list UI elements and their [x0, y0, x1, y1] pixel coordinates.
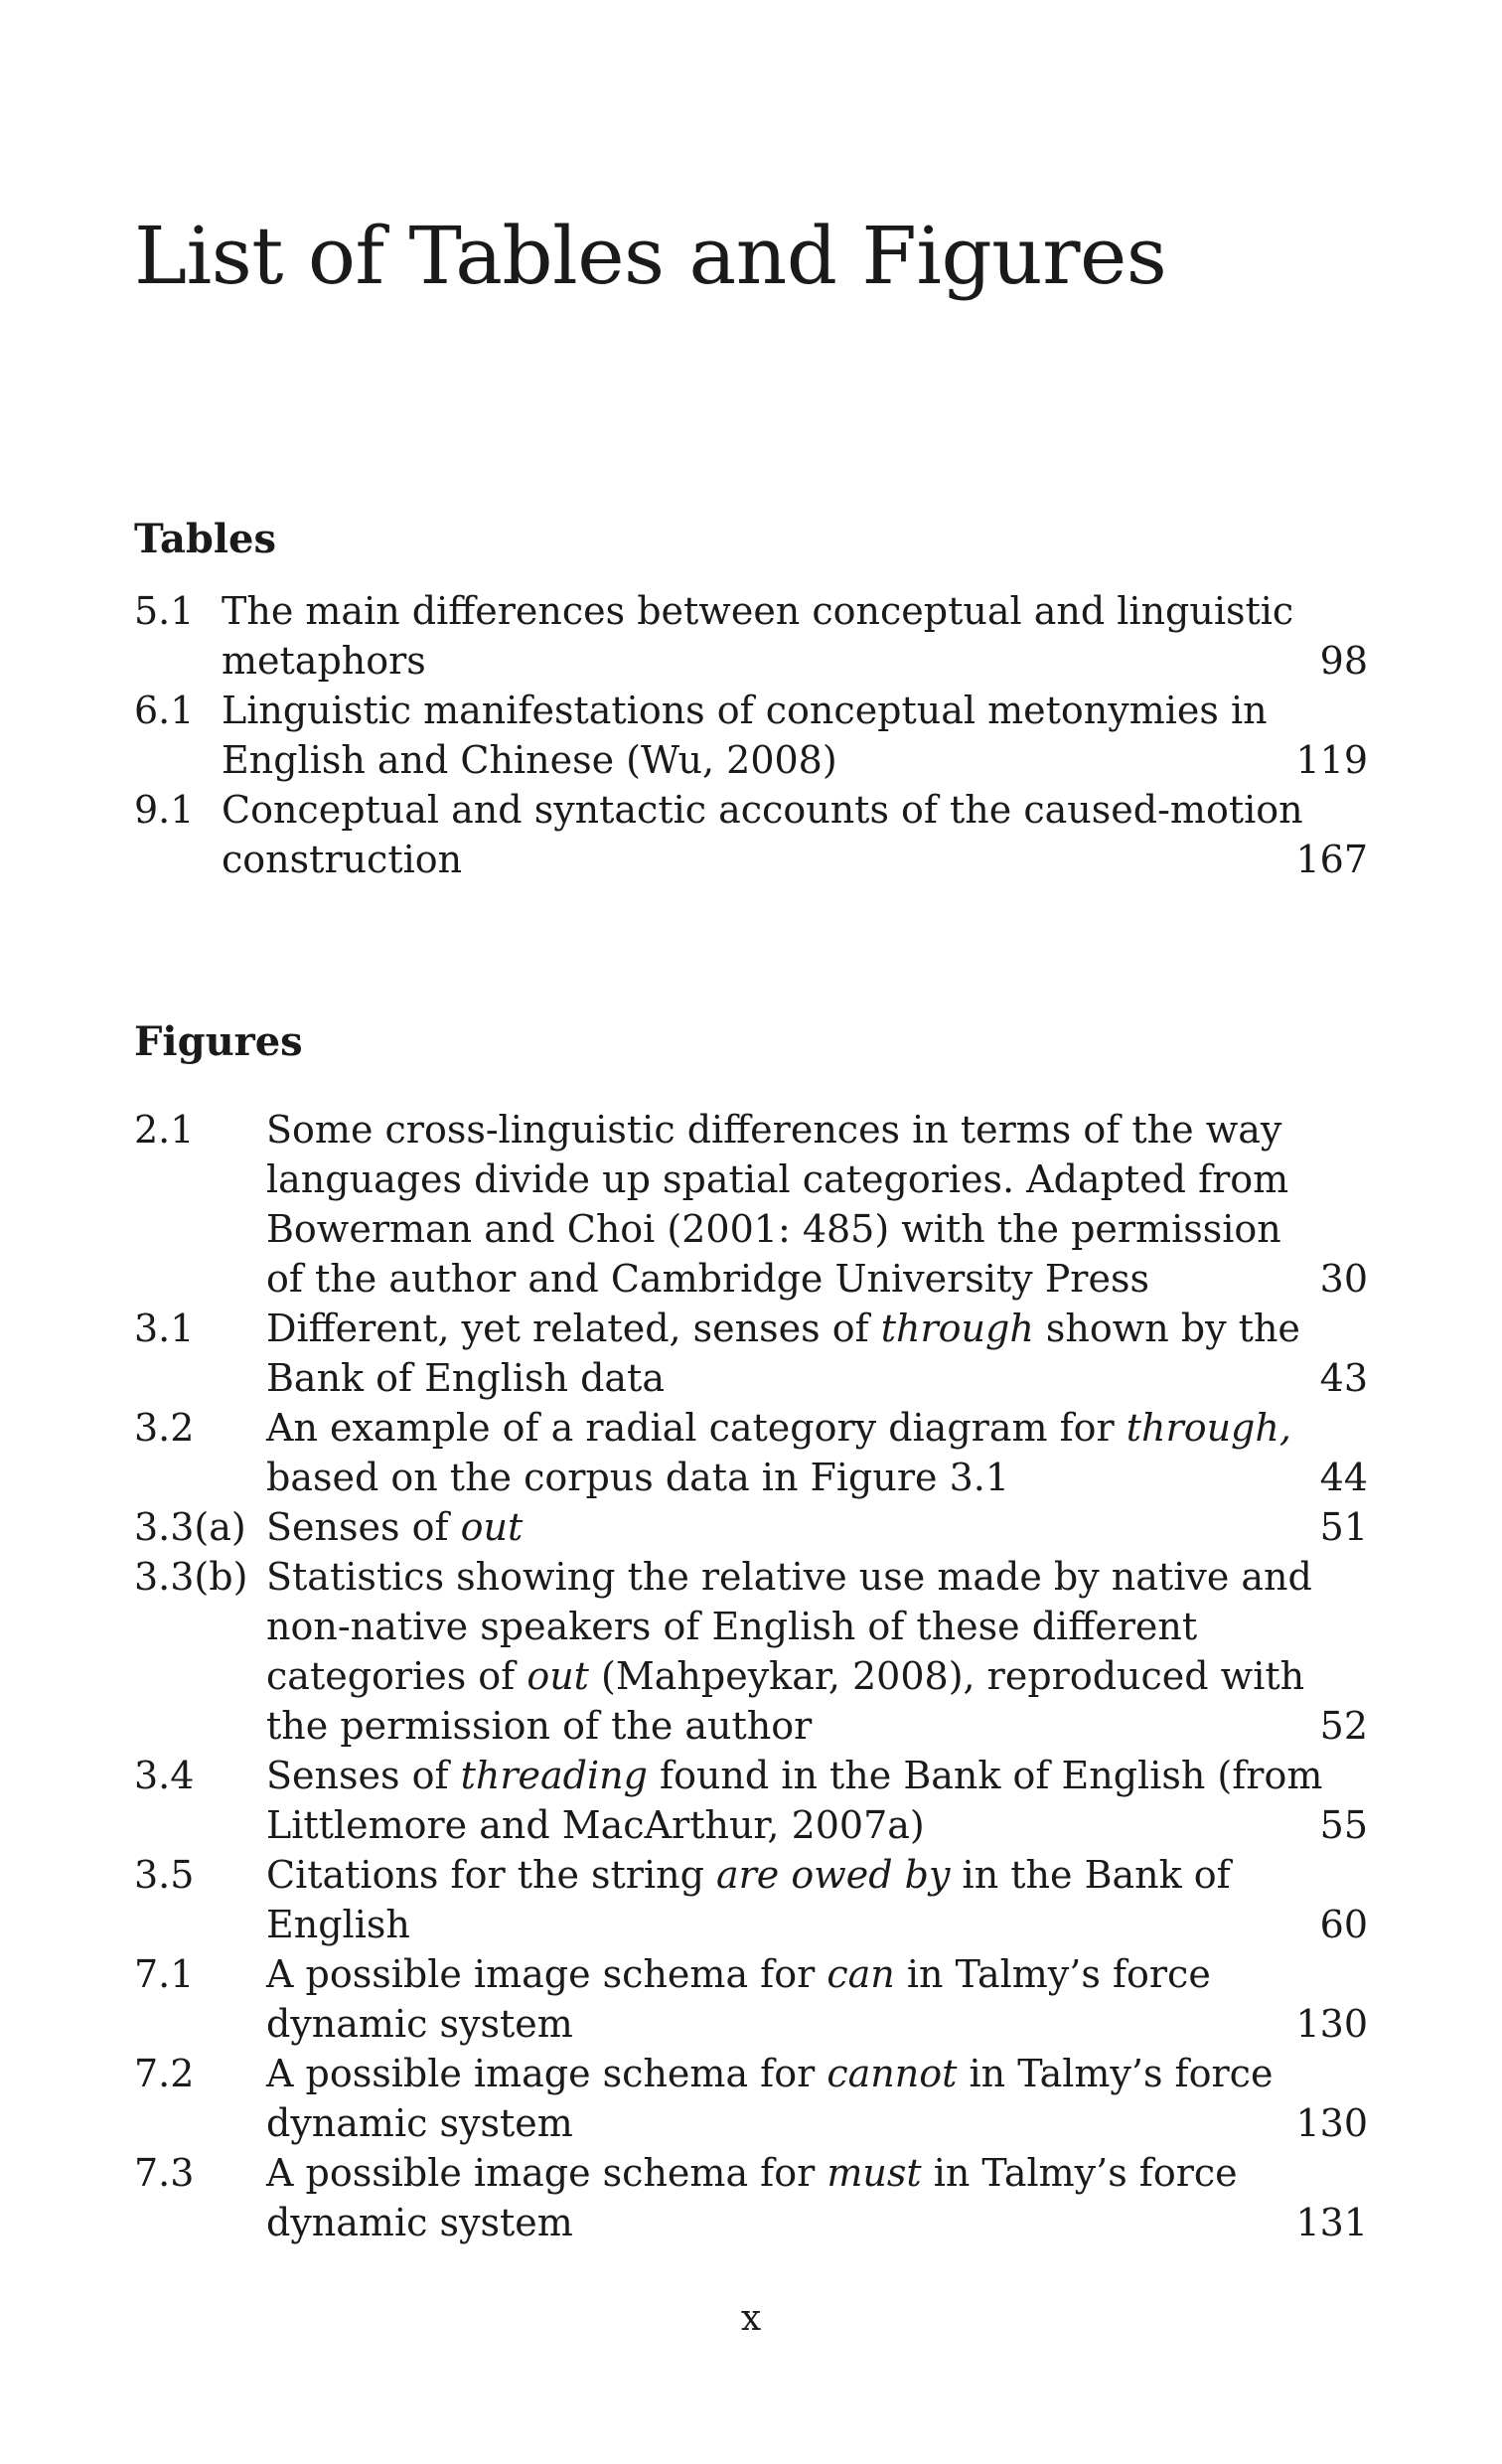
table-entry-9-1[interactable] [134, 785, 1368, 884]
entry-page-number: 43 [1319, 1356, 1368, 1400]
page-folio: x [740, 2298, 762, 2339]
figures-list [134, 1105, 1368, 2247]
figure-entry-3-3a[interactable] [134, 1502, 1368, 1552]
figure-entry-7-2[interactable] [134, 2049, 1368, 2148]
entry-page-number: 130 [1295, 2101, 1368, 2145]
entry-number: 3.3(a) [134, 1505, 246, 1549]
entry-page-number: 52 [1319, 1704, 1368, 1748]
entry-caption: Senses of threading found in the Bank of English (from Littlemore and MacArthur, 2007a) [266, 1754, 1323, 1847]
entry-page-number: 55 [1319, 1803, 1368, 1847]
figure-entry-7-3[interactable] [134, 2148, 1368, 2247]
entry-number: 7.2 [134, 2052, 195, 2095]
entry-number: 6.1 [134, 689, 195, 732]
entry-caption: An example of a radial category diagram for through, based on the corpus data in Figure 3.1 [266, 1406, 1291, 1499]
entry-number: 3.5 [134, 1853, 195, 1897]
entry-page-number: 167 [1295, 838, 1368, 881]
entry-caption: Citations for the string are owed by in the Bank of English [266, 1853, 1231, 1946]
entry-page-number: 30 [1319, 1257, 1368, 1301]
entry-number: 3.2 [134, 1406, 195, 1450]
entry-caption: Linguistic manifestations of conceptual metonymies in English and Chinese (Wu, 2008) [222, 689, 1268, 782]
entry-page-number: 119 [1295, 738, 1368, 782]
entry-caption: A possible image schema for cannot in Talmy’s force dynamic system [266, 2052, 1274, 2145]
entry-caption: A possible image schema for must in Talmy’s force dynamic system [266, 2151, 1238, 2244]
entry-caption: Statistics showing the relative use made by native and non-native speakers of English of these different categories of out (Mahpeykar, 2008), reproduced with the permission of the author [266, 1555, 1312, 1748]
entry-number: 7.1 [134, 1952, 195, 1996]
entry-number: 9.1 [134, 788, 195, 832]
figure-entry-7-1[interactable] [134, 1949, 1368, 2049]
entry-page-number: 130 [1295, 2002, 1368, 2046]
entry-number: 3.1 [134, 1307, 195, 1350]
entry-caption: The main differences between conceptual and linguistic metaphors [222, 589, 1294, 683]
entry-number: 7.3 [134, 2151, 195, 2195]
entry-number: 3.3(b) [134, 1555, 248, 1599]
entry-page-number: 60 [1319, 1903, 1368, 1946]
entry-number: 2.1 [134, 1108, 195, 1152]
tables-list [134, 586, 1368, 884]
table-entry-6-1[interactable] [134, 686, 1368, 785]
entry-caption: Different, yet related, senses of through shown by the Bank of English data [266, 1307, 1300, 1400]
figures-heading: Figures [134, 1018, 303, 1065]
tables-heading: Tables [134, 516, 276, 562]
entry-page-number: 51 [1319, 1505, 1368, 1549]
entry-caption: A possible image schema for can in Talmy’s force dynamic system [266, 1952, 1211, 2046]
entry-caption: Some cross-linguistic differences in terms of the way languages divide up spatial categories. Adapted from Bowerman and Choi (2001: 485) with the permission of the author and Cambridge University Press [266, 1108, 1289, 1301]
entry-number: 5.1 [134, 589, 195, 633]
entry-page-number: 131 [1295, 2201, 1368, 2244]
entry-page-number: 44 [1319, 1456, 1368, 1499]
entry-caption: Conceptual and syntactic accounts of the caused-motion construction [222, 788, 1303, 881]
figure-entry-3-5[interactable] [134, 1850, 1368, 1949]
figure-entry-2-1[interactable] [134, 1105, 1368, 1304]
figure-entry-3-2[interactable] [134, 1403, 1368, 1502]
entry-caption: Senses of out [266, 1505, 524, 1549]
page-title: List of Tables and Figures [134, 210, 1167, 302]
table-entry-5-1[interactable] [134, 586, 1368, 686]
figure-entry-3-3b[interactable] [134, 1552, 1368, 1751]
entry-number: 3.4 [134, 1754, 195, 1797]
figure-entry-3-1[interactable] [134, 1304, 1368, 1403]
figure-entry-3-4[interactable] [134, 1751, 1368, 1850]
entry-page-number: 98 [1319, 639, 1368, 683]
